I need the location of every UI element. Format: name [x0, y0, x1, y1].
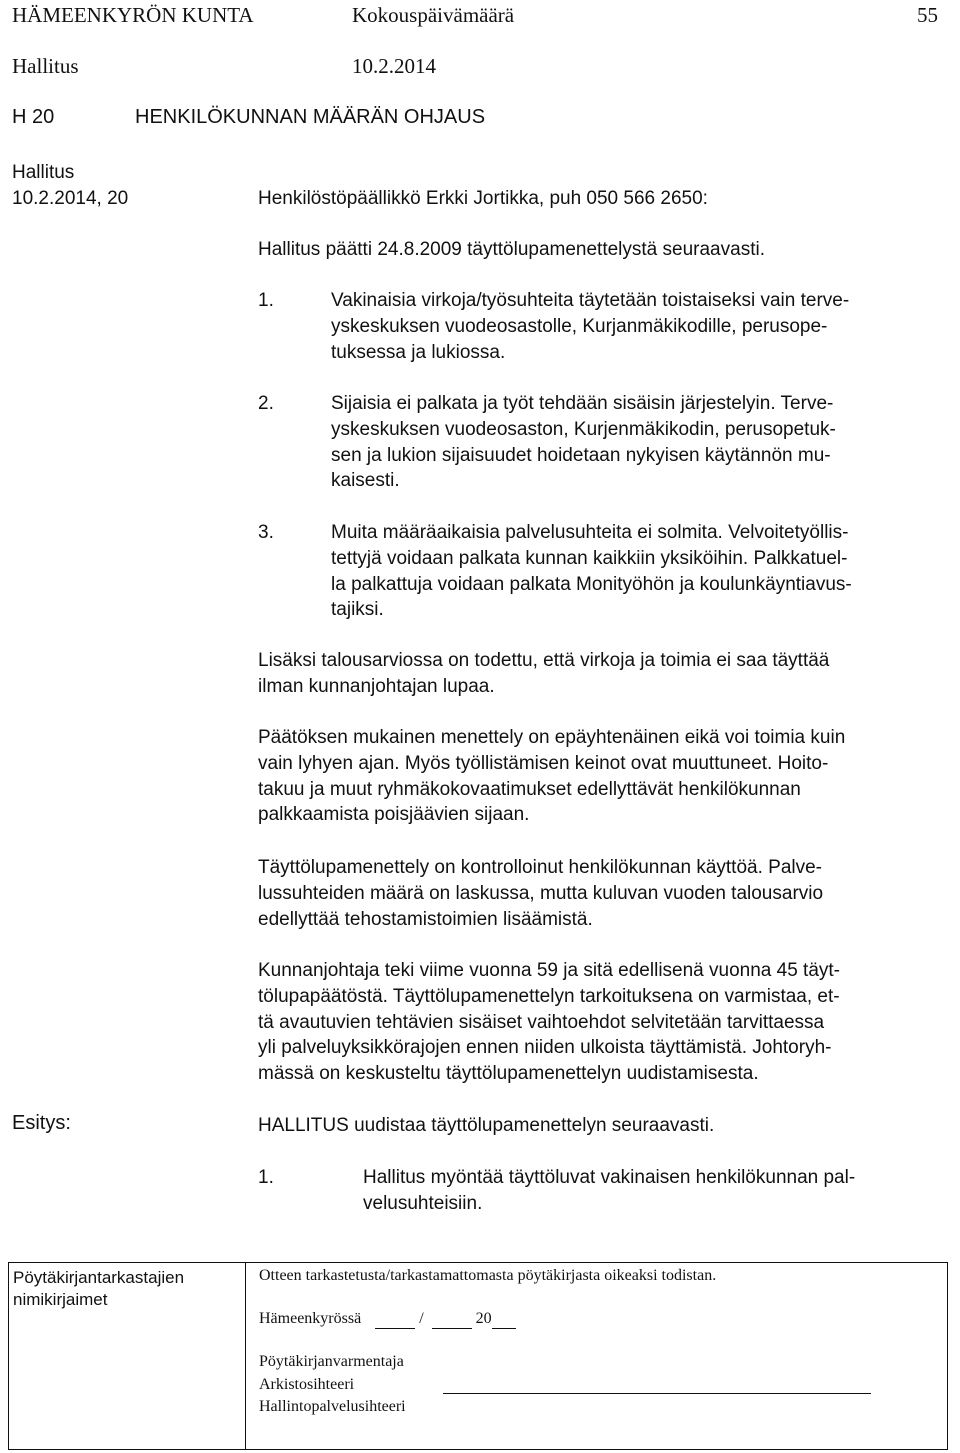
initials-label-2: nimikirjaimet	[13, 1290, 108, 1309]
signature-line	[443, 1393, 871, 1394]
initials-label-1: Pöytäkirjantarkastajien	[13, 1268, 185, 1287]
list-item-text: Vakinaisia virkoja/työsuhteita täytetään toistaiseksi vain terve- yskeskuksen vuodeosastolle, Kurjanmäkikodille, perusope- tuksessa ja lukiossa.	[331, 290, 850, 363]
year-prefix: 20	[475, 1310, 492, 1327]
presenter-line: Henkilöstöpäällikkö Erkki Jortikka, puh 050 566 2650:	[258, 188, 708, 209]
header-body: Hallitus	[12, 54, 79, 78]
page-number: 55	[917, 3, 938, 27]
list-item-text: Muita määräaikaisia palvelusuhteita ei solmita. Velvoitetyöllis- tettyjä voidaan palkata kunnan kaikkiin yksiköihin. Palkkatuel- la palkattuja voidaan palkata Monityöhön ja koulunkäyntiavus- tajiksi.	[331, 522, 852, 621]
document-type: Kokouspäivämäärä	[352, 3, 515, 27]
list-item-text: Hallitus myöntää täyttöluvat vakinaisen henkilökunnan pal- velusuhteisiin.	[363, 1167, 856, 1214]
header-date: 10.2.2014	[352, 54, 436, 78]
date-separator: /	[419, 1310, 424, 1327]
certification-text: Otteen tarkastetusta/tarkastamattomasta pöytäkirjasta oikeaksi todistan.	[259, 1267, 717, 1284]
paragraph: Päätöksen mukainen menettely on epäyhtenäinen eikä voi toimia kuin vain lyhyen ajan. Myös työllistämisen keinot ovat muuttuneet. Hoito- takuu ja muut ryhmäkokovaatimukset edellyttävät henkilökunnan palkkaamista poisjäävien sijaan.	[258, 727, 846, 826]
section-code: H 20	[12, 106, 55, 128]
paragraph: Täyttölupamenettely on kontrolloinut henkilökunnan käyttöä. Palve- lussuhteiden määrä on laskussa, mutta kuluvan vuoden talousarvio edellyttää tehostamistoimien lisäämistä.	[258, 857, 824, 930]
section-title: HENKILÖKUNNAN MÄÄRÄN OHJAUS	[135, 106, 486, 128]
place-name: Hämeenkyrössä	[259, 1310, 362, 1327]
intro-text: Hallitus päätti 24.8.2009 täyttölupamenettelystä seuraavasti.	[258, 239, 765, 260]
list-item-text: Sijaisia ei palkata ja työt tehdään sisäisin järjestelyin. Terve- yskeskuksen vuodeosaston, Kurjenmäkikodin, perusopetuk- sen ja lukion sijaisuudet hoidetaan nykyisen käytännön mu- kaisesti.	[331, 393, 836, 492]
year-blank	[492, 1310, 516, 1329]
meeting-date: 10.2.2014, 20	[12, 188, 129, 209]
proposal-label: Esitys:	[12, 1112, 71, 1134]
list-item-number: 2.	[258, 393, 274, 414]
archivist-label: Arkistosihteeri	[259, 1376, 355, 1393]
list-item-number: 1.	[258, 1167, 274, 1188]
paragraph: Lisäksi talousarviossa on todettu, että virkoja ja toimia ei saa täyttää ilman kunnanjohtajan lupaa.	[258, 650, 830, 697]
place-date-line	[259, 1310, 516, 1329]
signature-box	[8, 1262, 948, 1450]
proposal-text: HALLITUS uudistaa täyttölupamenettelyn seuraavasti.	[258, 1115, 715, 1136]
verifier-label: Pöytäkirjanvarmentaja	[259, 1353, 404, 1370]
admin-label: Hallintopalvelusihteeri	[259, 1398, 406, 1415]
list-item-number: 3.	[258, 522, 274, 543]
month-blank	[432, 1310, 472, 1329]
day-blank	[375, 1310, 415, 1329]
initials-cell	[9, 1263, 246, 1449]
paragraph: Kunnanjohtaja teki viime vuonna 59 ja sitä edellisenä vuonna 45 täyt- tölupapäätöstä. Täyttölupamenettelyn tarkoituksena on varmistaa, et- tä avautuvien tehtävien sisäiset vaihtoehdot selvitetään tarvittaessa yli palveluyksikkörajojen ennen niiden ulkoista täyttämistä. Johtoryh- mässä on keskusteltu täyttölupamenettelyn uudistamisesta.	[258, 960, 840, 1085]
list-item-number: 1.	[258, 290, 274, 311]
municipality-name: HÄMEENKYRÖN KUNTA	[12, 3, 254, 27]
meeting-body: Hallitus	[12, 162, 75, 183]
